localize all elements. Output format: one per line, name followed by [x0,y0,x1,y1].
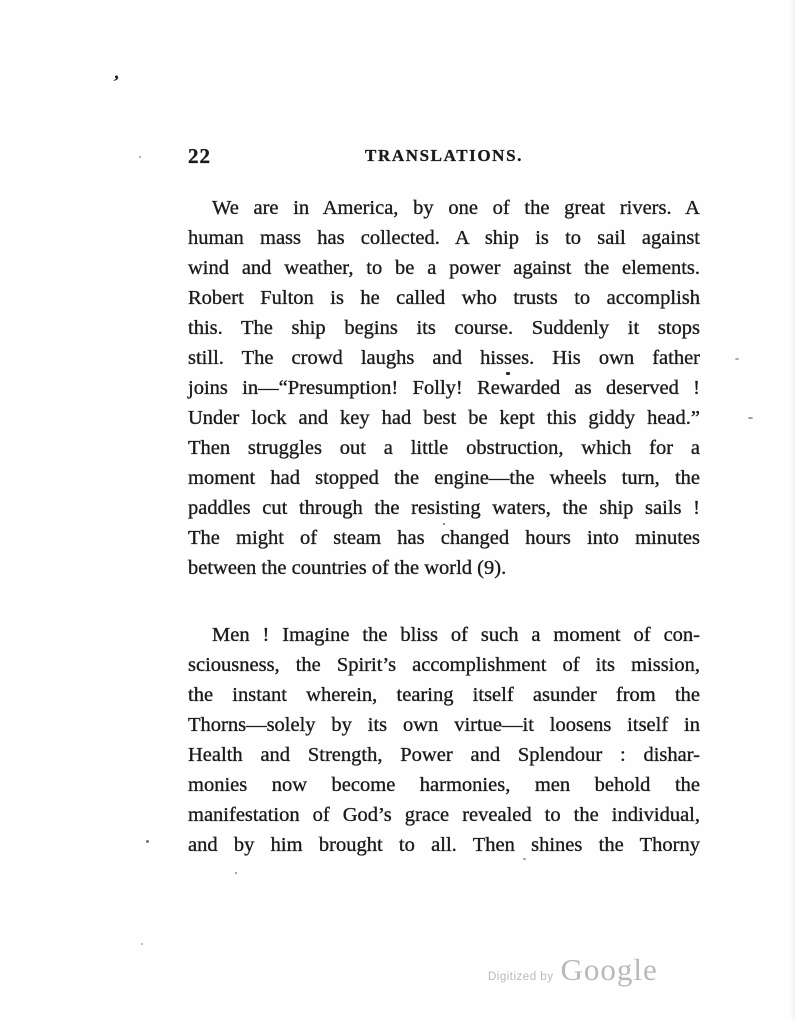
text-line: Under lock and key had best be kept this giddy head.” [188,407,700,429]
text-line: We are in America, by one of the great rivers. A [212,197,700,219]
page-header [188,144,700,170]
text-line: sciousness, the Spirit’s accomplishment of its mission, [188,654,700,676]
scan-speck [139,156,141,158]
page-number: 22 [188,144,211,168]
text-line: monies now become harmonies, men behold the [188,774,700,796]
text-line: still. The crowd laughs and hisses. His own father [188,347,700,369]
scan-speck [141,943,143,945]
scan-speck [506,372,510,375]
text-line: moment had stopped the engine—the wheels turn, the [188,467,700,489]
text-line: human mass has collected. A ship is to sail against [188,227,700,249]
text-line: manifestation of God’s grace revealed to the individual, [188,804,700,826]
text-line: this. The ship begins its course. Suddenly it stops [188,317,700,339]
text-line: The might of steam has changed hours into minutes [188,527,700,549]
text-line: Then struggles out a little obstruction, which for a [188,437,700,459]
running-title: TRANSLATIONS. [365,146,523,165]
text-line: Robert Fulton is he called who trusts to accomplish [188,287,700,309]
scan-speck [523,858,526,860]
text-line: Health and Strength, Power and Splendour : dishar- [188,744,700,766]
text-line: paddles cut through the resisting waters, the ship sails ! [188,497,700,519]
text-line: and by him brought to all. Then shines the Thorny [188,834,700,856]
scan-speck [735,358,739,360]
paragraph [188,620,700,860]
stray-mark: ’ [109,71,121,94]
text-line: wind and weather, to be a power against the elements. [188,257,700,279]
watermark-prefix: Digitized by [488,971,554,983]
scan-edge [790,0,795,1020]
watermark [488,952,658,988]
text-line: the instant wherein, tearing itself asunder from the [188,684,700,706]
scan-speck [235,872,237,874]
text-line: between the countries of the world (9). [188,557,507,579]
text-line: joins in—“Presumption! Folly! Rewarded as deserved ! [188,377,700,399]
scan-speck [748,417,753,419]
scan-speck [146,840,149,843]
text-block [188,193,700,860]
text-line: Thorns—solely by its own virtue—it loosens itself in [188,714,700,736]
google-logo: Google [560,952,658,987]
text-line: Men ! Imagine the bliss of such a moment of con- [212,624,700,646]
scan-speck [443,523,445,525]
